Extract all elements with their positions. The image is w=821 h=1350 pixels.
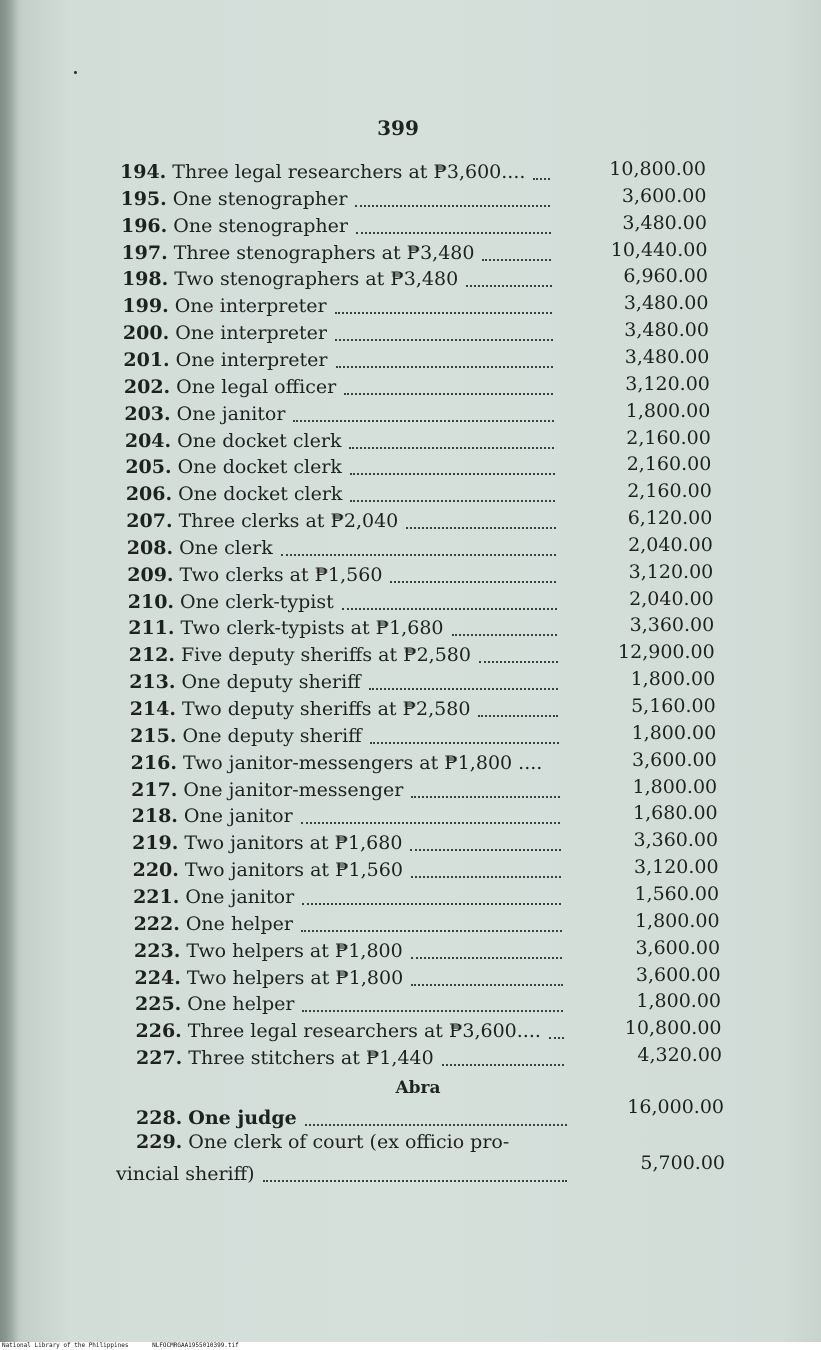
entry-number: 225. (135, 993, 182, 1016)
entry-text: One interpreter (175, 322, 328, 345)
entry-207 (126, 510, 561, 536)
entry-204 (125, 430, 560, 456)
entry-text: Three legal researchers at ₱3,600.... (172, 161, 526, 183)
dot-leader (410, 849, 560, 851)
entry-amount: 4,320.00 (637, 1044, 722, 1067)
entry-number: 228. (136, 1107, 183, 1129)
entry-226 (136, 1020, 570, 1046)
entry-213 (129, 671, 564, 697)
entry-number: 218. (131, 805, 178, 828)
entry-text: One clerk-typist (180, 590, 334, 613)
entry-text: Two helpers at ₱1,800 (186, 939, 403, 962)
entry-amount: 6,960.00 (623, 265, 708, 288)
entry-217 (131, 779, 566, 805)
entry-222 (134, 913, 568, 939)
entry-amount: 3,360.00 (633, 829, 719, 852)
entry-number: 220. (132, 859, 179, 882)
entry-text: One docket clerk (177, 456, 342, 479)
entry-218 (132, 805, 567, 831)
dot-leader (478, 715, 558, 717)
entry-text: Five deputy sheriffs at ₱2,580 (181, 644, 471, 667)
entry-text: Two helpers at ₱1,800 (186, 966, 404, 989)
entry-text: One docket clerk (178, 483, 343, 506)
entry-text: Two janitors at ₱1,680 (184, 832, 403, 855)
entry-number: 198. (121, 268, 169, 291)
entry-amount: 1,800.00 (634, 909, 720, 932)
entry-198 (122, 268, 558, 294)
entry-number: 200. (122, 322, 170, 345)
entry-amount: 1,800.00 (631, 721, 717, 744)
entry-text: Three stenographers at ₱3,480 (173, 241, 475, 264)
dot-leader (442, 1064, 564, 1066)
entry-224 (135, 967, 569, 993)
entry-209 (127, 564, 562, 590)
entry-219 (132, 832, 566, 858)
dot-leader (293, 420, 553, 422)
dot-leader (336, 366, 553, 368)
dot-leader (342, 608, 557, 610)
dot-leader (411, 984, 563, 986)
entry-text: One judge (188, 1107, 297, 1129)
entry-214 (130, 698, 565, 724)
entry-text: Two janitor-messengers at ₱1,800 .... (182, 751, 543, 774)
entry-number: 204. (124, 429, 172, 452)
entry-212 (129, 644, 564, 670)
entry-text: Two janitors at ₱1,560 (184, 859, 403, 882)
entry-number: 210. (127, 590, 175, 613)
dot-leader (479, 661, 558, 663)
dot-leader (411, 876, 561, 878)
entry-number: 224. (134, 966, 181, 989)
section-heading-abra: Abra (395, 1078, 441, 1098)
entry-number: 207. (126, 510, 173, 533)
entry-211 (128, 617, 563, 643)
entry-number: 199. (122, 295, 169, 318)
entry-text: One interpreter (174, 295, 327, 318)
entry-number: 205. (125, 456, 172, 479)
entry-text: Three clerks at ₱2,040 (178, 510, 399, 533)
entry-amount: 3,480.00 (624, 319, 709, 342)
entry-number: 216. (130, 751, 177, 774)
scan-footer (0, 1342, 821, 1350)
entry-amount: 3,120.00 (625, 372, 710, 395)
entry-210 (128, 591, 563, 617)
entry-amount: 3,480.00 (624, 345, 710, 368)
entry-number: 217. (131, 778, 178, 801)
entry-number: 194. (120, 161, 167, 183)
dot-leader (349, 447, 554, 449)
spine-shadow (0, 0, 18, 1342)
entry-text: One janitor (183, 805, 293, 828)
entry-text: One janitor (176, 402, 286, 425)
dot-leader (335, 339, 553, 341)
entry-number: 222. (133, 912, 180, 935)
dot-leader (411, 957, 563, 959)
entry-229-line1 (136, 1131, 509, 1153)
dot-leader (370, 742, 559, 744)
entry-number: 203. (124, 402, 171, 425)
entry-text: Two deputy sheriffs at ₱2,580 (181, 698, 471, 720)
entry-229-line2 (116, 1163, 573, 1189)
entry-199 (122, 295, 558, 321)
dot-leader (533, 178, 550, 180)
entry-amount: 1,560.00 (634, 882, 720, 905)
entry-text: Three stitchers at ₱1,440 (188, 1047, 434, 1070)
entry-text: Two clerk-typists at ₱1,680 (180, 617, 444, 640)
entry-number: 212. (128, 644, 175, 667)
entry-text: One clerk (179, 536, 273, 559)
dot-leader (301, 930, 562, 932)
dot-leader (335, 312, 553, 314)
entry-197 (121, 242, 557, 268)
entry-number: 219. (132, 832, 179, 855)
entry-number: 211. (128, 617, 175, 640)
entry-number: 214. (129, 698, 176, 720)
entry-205 (125, 456, 560, 482)
dot-leader (302, 903, 561, 905)
entry-number: 195. (120, 187, 167, 210)
entry-amount: 10,440.00 (610, 238, 708, 261)
entry-amount: 5,160.00 (631, 695, 716, 717)
entry-number: 223. (134, 939, 181, 962)
entry-amount: 2,160.00 (626, 453, 712, 476)
entry-number: 201. (123, 348, 170, 371)
footer-filename: NLFOCMRGAA1955010399.tif (152, 1342, 239, 1349)
entry-206 (126, 483, 561, 509)
entry-number: 226. (135, 1020, 182, 1043)
entry-amount: 1,800.00 (632, 775, 718, 798)
entry-text: One docket clerk (177, 429, 342, 452)
entry-221 (133, 886, 567, 912)
entry-amount: 3,480.00 (623, 292, 709, 315)
dot-leader (350, 500, 555, 502)
dot-leader (356, 232, 551, 234)
entry-number: 202. (123, 375, 171, 398)
entry-228 (136, 1107, 573, 1133)
entry-201 (123, 349, 559, 375)
entry-195 (120, 188, 556, 214)
entry-227 (136, 1047, 570, 1073)
footer-library: National Library of the Philippines (2, 1342, 129, 1349)
entry-amount: 3,480.00 (622, 211, 707, 234)
entry-amount: 10,800.00 (609, 158, 706, 180)
entry-text: One helper (185, 912, 293, 935)
entry-216 (131, 752, 566, 778)
dot-leader (452, 634, 558, 636)
entry-amount: 3,120.00 (628, 560, 714, 583)
entry-215 (130, 725, 565, 751)
dot-leader (482, 259, 551, 261)
entry-text: Two clerks at ₱1,560 (179, 563, 383, 586)
dot-leader (390, 581, 556, 583)
entry-number: 208. (126, 536, 174, 559)
entry-amount: 10,800.00 (624, 1017, 722, 1040)
entry-194 (120, 161, 556, 187)
dot-leader (406, 527, 555, 529)
entry-amount: 3,360.00 (629, 614, 715, 637)
entry-text: One deputy sheriff (181, 671, 361, 694)
entry-number: 213. (129, 671, 176, 694)
entry-amount: 2,160.00 (627, 480, 712, 503)
entry-number: 227. (136, 1047, 183, 1070)
entry-amount: 3,600.00 (635, 936, 721, 959)
dot-leader (355, 205, 550, 207)
entry-225 (135, 993, 569, 1019)
entry-text: Three legal researchers at ₱3,600.... (187, 1020, 541, 1043)
entry-223 (134, 940, 568, 966)
page-number: 399 (377, 116, 419, 140)
entry-amount: 1,680.00 (633, 802, 718, 825)
entry-text: One janitor-messenger (183, 778, 404, 801)
dot-leader (301, 822, 560, 824)
entry-amount: 2,040.00 (628, 533, 713, 556)
dot-leader (466, 285, 552, 287)
entry-208 (127, 537, 562, 563)
entry-text: Two stenographers at ₱3,480 (174, 268, 459, 291)
entry-amount: 1,800.00 (625, 399, 711, 422)
dot-leader (549, 1037, 564, 1039)
entry-number: 209. (127, 563, 174, 586)
entry-text: One stenographer (172, 187, 348, 210)
entry-amount: 12,900.00 (618, 641, 715, 664)
entry-amount: 3,600.00 (632, 748, 717, 771)
entry-amount: 2,160.00 (626, 426, 711, 449)
entry-amount: 3,120.00 (633, 856, 719, 879)
dot-leader (263, 1180, 567, 1182)
entry-number: 197. (121, 241, 168, 264)
entry-number: 221. (133, 885, 180, 908)
entry-text: One helper (187, 993, 295, 1016)
entry-text-continued: vincial sheriff) (116, 1163, 255, 1185)
entry-196 (121, 215, 557, 241)
dot-leader (305, 1124, 567, 1126)
entry-203 (124, 403, 559, 429)
entry-amount: 3,600.00 (635, 963, 721, 986)
entry-amount: 1,800.00 (636, 990, 722, 1013)
entry-220 (133, 859, 567, 885)
dot-leader (369, 688, 558, 690)
entry-text: One janitor (185, 885, 295, 908)
entry-text: One stenographer (173, 214, 348, 237)
dot-leader (350, 473, 555, 475)
entry-number: 215. (130, 724, 177, 747)
entry-202 (124, 376, 560, 402)
entry-number: 196. (120, 214, 168, 237)
entry-228-amount: 16,000.00 (627, 1096, 724, 1118)
entry-200 (123, 322, 559, 348)
dot-leader (302, 1010, 563, 1012)
entry-amount: 2,040.00 (629, 587, 714, 610)
entry-amount: 3,600.00 (621, 184, 707, 207)
entry-amount: 1,800.00 (630, 668, 716, 691)
entry-text: One legal officer (176, 375, 337, 398)
dust-speck (74, 71, 77, 74)
entry-amount: 6,120.00 (627, 507, 713, 530)
entry-text: One interpreter (175, 348, 328, 371)
entry-text: One clerk of court (ex officio pro- (188, 1131, 510, 1153)
entry-229-amount: 5,700.00 (640, 1152, 725, 1174)
entry-number: 229. (136, 1131, 183, 1153)
dot-leader (344, 393, 553, 395)
dot-leader (281, 554, 556, 556)
dot-leader (411, 796, 559, 798)
entry-text: One deputy sheriff (182, 724, 362, 747)
entry-number: 206. (125, 483, 173, 506)
